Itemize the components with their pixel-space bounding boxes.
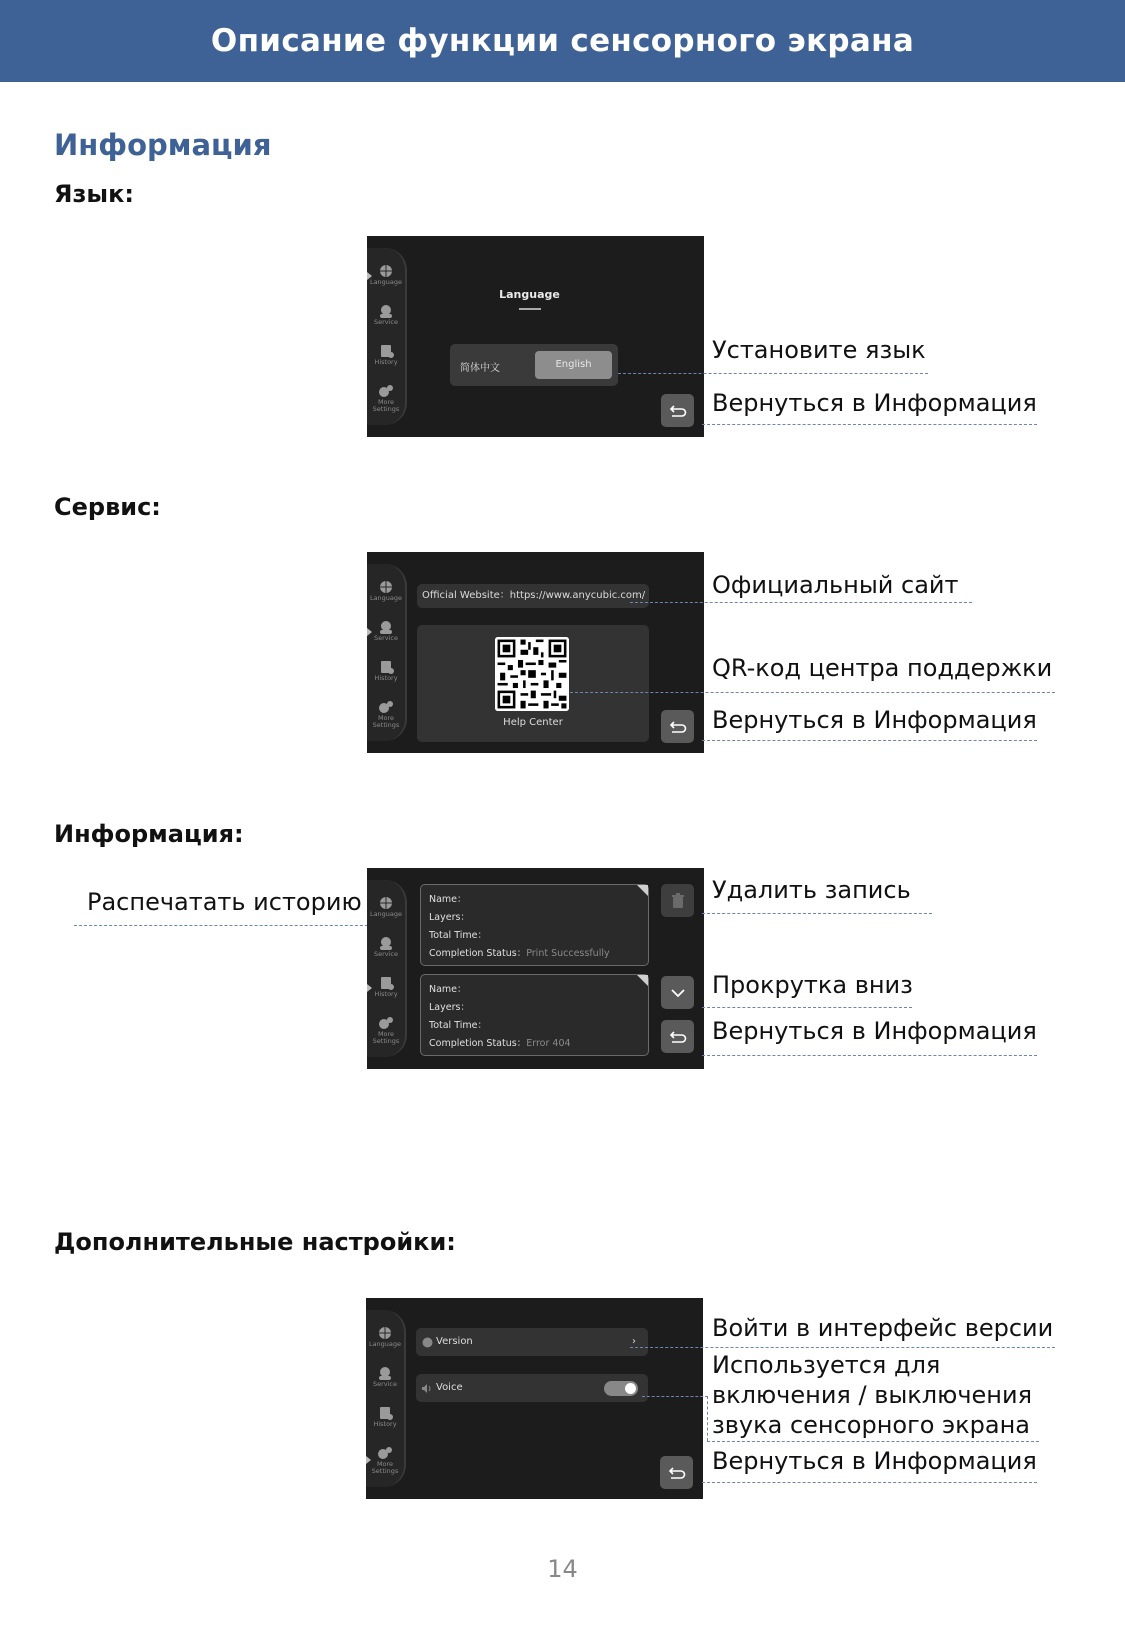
help-center-panel: [417, 625, 649, 742]
language-title: Language: [499, 288, 560, 301]
leader-line: [618, 373, 928, 374]
gears-icon: [366, 1445, 404, 1461]
active-marker-icon: [366, 1456, 371, 1464]
speaker-icon: [421, 1383, 432, 1394]
record-selected-corner: [637, 975, 648, 986]
leader-line: [702, 1007, 912, 1008]
annotation-voice-line3: звука сенсорного экрана: [712, 1411, 1031, 1439]
leader-line: [702, 913, 932, 914]
header-title: Описание функции сенсорного экрана: [210, 23, 915, 59]
sidebar-label: More: [377, 714, 395, 722]
option-chinese[interactable]: 简体中文: [460, 363, 500, 374]
sidebar-item-language[interactable]: [366, 1325, 404, 1348]
annotation-voice-line1: Используется для: [712, 1351, 941, 1379]
record-status-label: Completion Status：: [429, 948, 527, 959]
service-heading: Сервис:: [54, 493, 161, 521]
leader-line: [702, 740, 1037, 741]
globe-icon: [367, 895, 405, 911]
sidebar-label: Language: [368, 1340, 402, 1348]
voice-row: [416, 1374, 648, 1402]
annotation-back: Вернуться в Информация: [712, 1017, 1037, 1045]
toggle-knob: [625, 1383, 636, 1394]
sidebar-label: History: [373, 1420, 397, 1428]
settings-screen: [366, 1298, 703, 1499]
sidebar: [367, 564, 407, 741]
sidebar: [366, 1310, 406, 1487]
history-icon: [367, 343, 405, 359]
title-underline: [519, 308, 541, 310]
leader-line: [630, 602, 972, 603]
option-english[interactable]: English: [535, 351, 612, 379]
version-row[interactable]: [416, 1328, 648, 1356]
sidebar-label: Service: [373, 318, 399, 326]
leader-line: [74, 925, 398, 926]
sidebar-label: Settings: [371, 1467, 399, 1475]
back-arrow-icon: [669, 1030, 687, 1044]
annotation-official-site: Официальный сайт: [712, 571, 959, 599]
globe-icon: [367, 263, 405, 279]
sidebar-item-history[interactable]: [367, 343, 405, 366]
delete-button[interactable]: [661, 884, 694, 917]
record-status-row: [429, 945, 610, 959]
active-marker-icon: [367, 628, 372, 636]
leader-line: [702, 424, 1037, 425]
official-website-bar: Official Website：https://www.anycubic.com/: [417, 584, 649, 608]
sidebar-label: More: [376, 1460, 394, 1468]
headset-icon: [366, 1365, 404, 1381]
record-status-value: Error 404: [526, 1038, 571, 1049]
back-arrow-icon: [669, 720, 687, 734]
annotation-back: Вернуться в Информация: [712, 1447, 1037, 1475]
sidebar-label: History: [374, 358, 398, 366]
language-selector: [450, 344, 618, 386]
voice-toggle[interactable]: [604, 1381, 638, 1396]
qr-code-icon: [495, 637, 569, 711]
sidebar-label: Settings: [372, 721, 400, 729]
sidebar-label: History: [374, 990, 398, 998]
back-button[interactable]: [661, 394, 694, 427]
sidebar-label: Language: [369, 910, 403, 918]
headset-icon: [367, 619, 405, 635]
back-arrow-icon: [669, 404, 687, 418]
annotation-qr-code: QR-код центра поддержки: [712, 654, 1053, 682]
annotation-print-history: Распечатать историю: [87, 888, 362, 916]
trash-icon: [671, 893, 685, 909]
sidebar-item-more-settings[interactable]: [367, 383, 405, 413]
record-layers: Layers：: [429, 912, 470, 923]
page-number: 14: [547, 1555, 578, 1583]
sidebar-item-service[interactable]: [366, 1365, 404, 1388]
record-status-value: Print Successfully: [526, 948, 610, 959]
sidebar-item-more-settings[interactable]: [366, 1445, 404, 1475]
leader-line: [630, 1347, 1055, 1348]
help-center-label: Help Center: [503, 717, 563, 728]
version-label: Version: [436, 1336, 473, 1347]
active-marker-icon: [367, 984, 372, 992]
section-title: Информация: [54, 128, 272, 162]
sidebar-item-more-settings[interactable]: [367, 699, 405, 729]
record-total-time: Total Time：: [429, 930, 487, 941]
service-screen: [367, 552, 704, 753]
language-heading: Язык:: [54, 180, 135, 208]
history-icon: [366, 1405, 404, 1421]
leader-line: [570, 692, 1055, 693]
gears-icon: [367, 699, 405, 715]
history-icon: [367, 659, 405, 675]
sidebar-item-service[interactable]: [367, 619, 405, 642]
annotation-back: Вернуться в Информация: [712, 706, 1037, 734]
annotation-set-language: Установите язык: [712, 336, 926, 364]
sidebar-label: Service: [373, 634, 399, 642]
back-button[interactable]: [661, 710, 694, 743]
leader-bracket: [707, 1396, 708, 1441]
back-button[interactable]: [661, 1020, 694, 1053]
annotation-voice-line2: включения / выключения: [712, 1381, 1033, 1409]
more-settings-heading: Дополнительные настройки:: [54, 1228, 456, 1256]
page-header: [0, 0, 1125, 82]
sidebar: [367, 248, 407, 425]
sidebar: [367, 880, 407, 1057]
voice-label: Voice: [436, 1382, 463, 1393]
sidebar-label: Service: [373, 950, 399, 958]
sidebar-label: More: [377, 398, 395, 406]
info-icon: [422, 1337, 433, 1348]
record-name: Name：: [429, 984, 467, 995]
record-total-time: Total Time：: [429, 1020, 487, 1031]
active-marker-icon: [367, 272, 372, 280]
sidebar-label: History: [374, 674, 398, 682]
gears-icon: [367, 1015, 405, 1031]
sidebar-item-more-settings[interactable]: [367, 1015, 405, 1045]
sidebar-label: Service: [372, 1380, 398, 1388]
history-screen: [367, 868, 704, 1069]
back-button[interactable]: [660, 1456, 693, 1489]
chevron-down-icon: [670, 988, 686, 998]
headset-icon: [367, 935, 405, 951]
sidebar-label: Settings: [372, 1037, 400, 1045]
scroll-down-button[interactable]: [661, 976, 694, 1009]
sidebar-item-language[interactable]: [367, 579, 405, 602]
sidebar-label: Settings: [372, 405, 400, 413]
record-status-label: Completion Status：: [429, 1038, 527, 1049]
annotation-delete-record: Удалить запись: [712, 876, 911, 904]
back-arrow-icon: [668, 1466, 686, 1480]
gears-icon: [367, 383, 405, 399]
record-layers: Layers：: [429, 1002, 470, 1013]
leader-line: [702, 1055, 1037, 1056]
sidebar-label: More: [377, 1030, 395, 1038]
language-screen: [367, 236, 704, 437]
headset-icon: [367, 303, 405, 319]
leader-line: [707, 1441, 1039, 1442]
leader-line: [702, 1482, 1037, 1483]
sidebar-item-history[interactable]: [366, 1405, 404, 1428]
sidebar-label: Language: [369, 594, 403, 602]
annotation-scroll-down: Прокрутка вниз: [712, 971, 913, 999]
sidebar-item-history[interactable]: [367, 975, 405, 998]
annotation-back: Вернуться в Информация: [712, 389, 1037, 417]
sidebar-item-service[interactable]: [367, 935, 405, 958]
globe-icon: [366, 1325, 404, 1341]
annotation-enter-version: Войти в интерфейс версии: [712, 1314, 1054, 1342]
history-record[interactable]: [420, 884, 649, 966]
sidebar-item-service[interactable]: [367, 303, 405, 326]
info-heading: Информация:: [54, 820, 244, 848]
sidebar-label: Language: [369, 278, 403, 286]
record-selected-corner: [637, 885, 648, 896]
record-name: Name：: [429, 894, 467, 905]
history-icon: [367, 975, 405, 991]
sidebar-item-history[interactable]: [367, 659, 405, 682]
leader-line: [642, 1396, 708, 1397]
chevron-right-icon: ›: [632, 1336, 636, 1347]
record-status-row: [429, 1035, 571, 1049]
sidebar-item-language[interactable]: [367, 895, 405, 918]
globe-icon: [367, 579, 405, 595]
history-record[interactable]: [420, 974, 649, 1056]
sidebar-item-language[interactable]: [367, 263, 405, 286]
